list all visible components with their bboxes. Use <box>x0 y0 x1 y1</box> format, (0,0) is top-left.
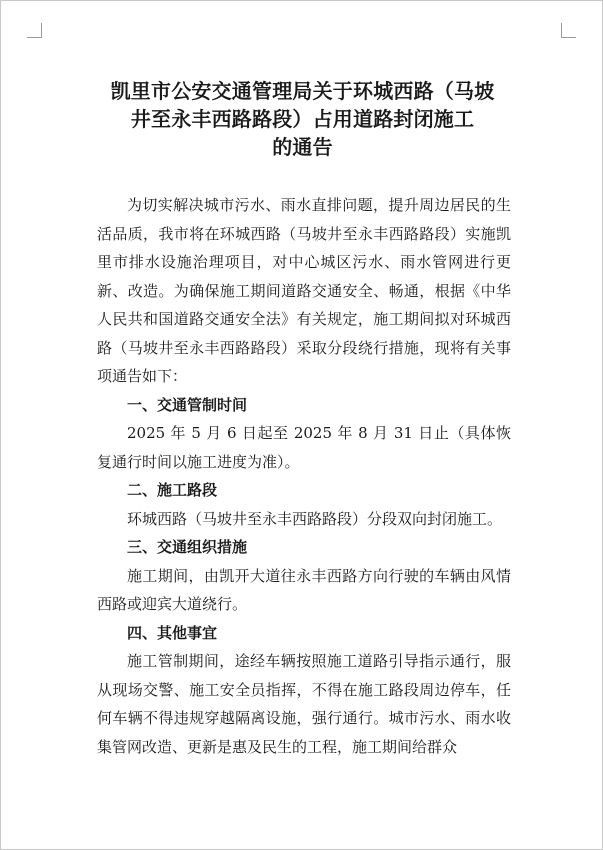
section-heading-time: 一、交通管制时间 <box>127 395 248 414</box>
intro-paragraph: 为切实解决城市污水、雨水直排问题，提升周边居民的生活品质，我市将在环城西路（马坡井至永丰西路路段）实施凯里市排水设施治理项目，对中心城区污水、雨水管网进行更新、改造。为确保施工期间道路交通安全、畅通，根据《中华人民共和国道路交通安全法》有关规定，施工期间拟对环城西路（马坡井至永丰西路路段）采取分段绕行措施，现将有关事项通告如下： <box>97 196 511 385</box>
title-line: 井至永丰西路路段）占用道路封闭施工 <box>130 107 475 131</box>
section-heading-other: 四、其他事宜 <box>127 623 218 642</box>
section-body-other: 施工管制期间，途经车辆按照施工道路引导指示通行，服从现场交警、施工安全员指挥，不得在施工路段周边停车，任何车辆不得违规穿越隔离设施，强行通行。城市污水、雨水收集管网改造、更新是惠及民生的工程，施工期间给群众 <box>97 652 511 756</box>
title-line: 的通告 <box>272 135 333 159</box>
section-body-traffic: 施工期间，由凯开大道往永丰西路方向行驶的车辆由风情西路或迎宾大道绕行。 <box>97 566 511 613</box>
document-body <box>97 191 511 761</box>
document-title <box>71 77 534 161</box>
title-line: 凯里市公安交通管理局关于环城西路（马坡 <box>110 79 495 103</box>
section-body-road: 环城西路（马坡井至永丰西路路段）分段双向封闭施工。 <box>127 509 503 528</box>
section-heading-road: 二、施工路段 <box>127 481 218 499</box>
section-heading-traffic: 三、交通组织措施 <box>127 538 248 556</box>
crop-mark-top-right <box>561 23 576 38</box>
crop-mark-top-left <box>27 23 42 38</box>
section-body-time: 2025 年 5 月 6 日起至 2025 年 8 月 31 日止（具体恢复通行时间以施工进度为准）。 <box>97 424 511 471</box>
